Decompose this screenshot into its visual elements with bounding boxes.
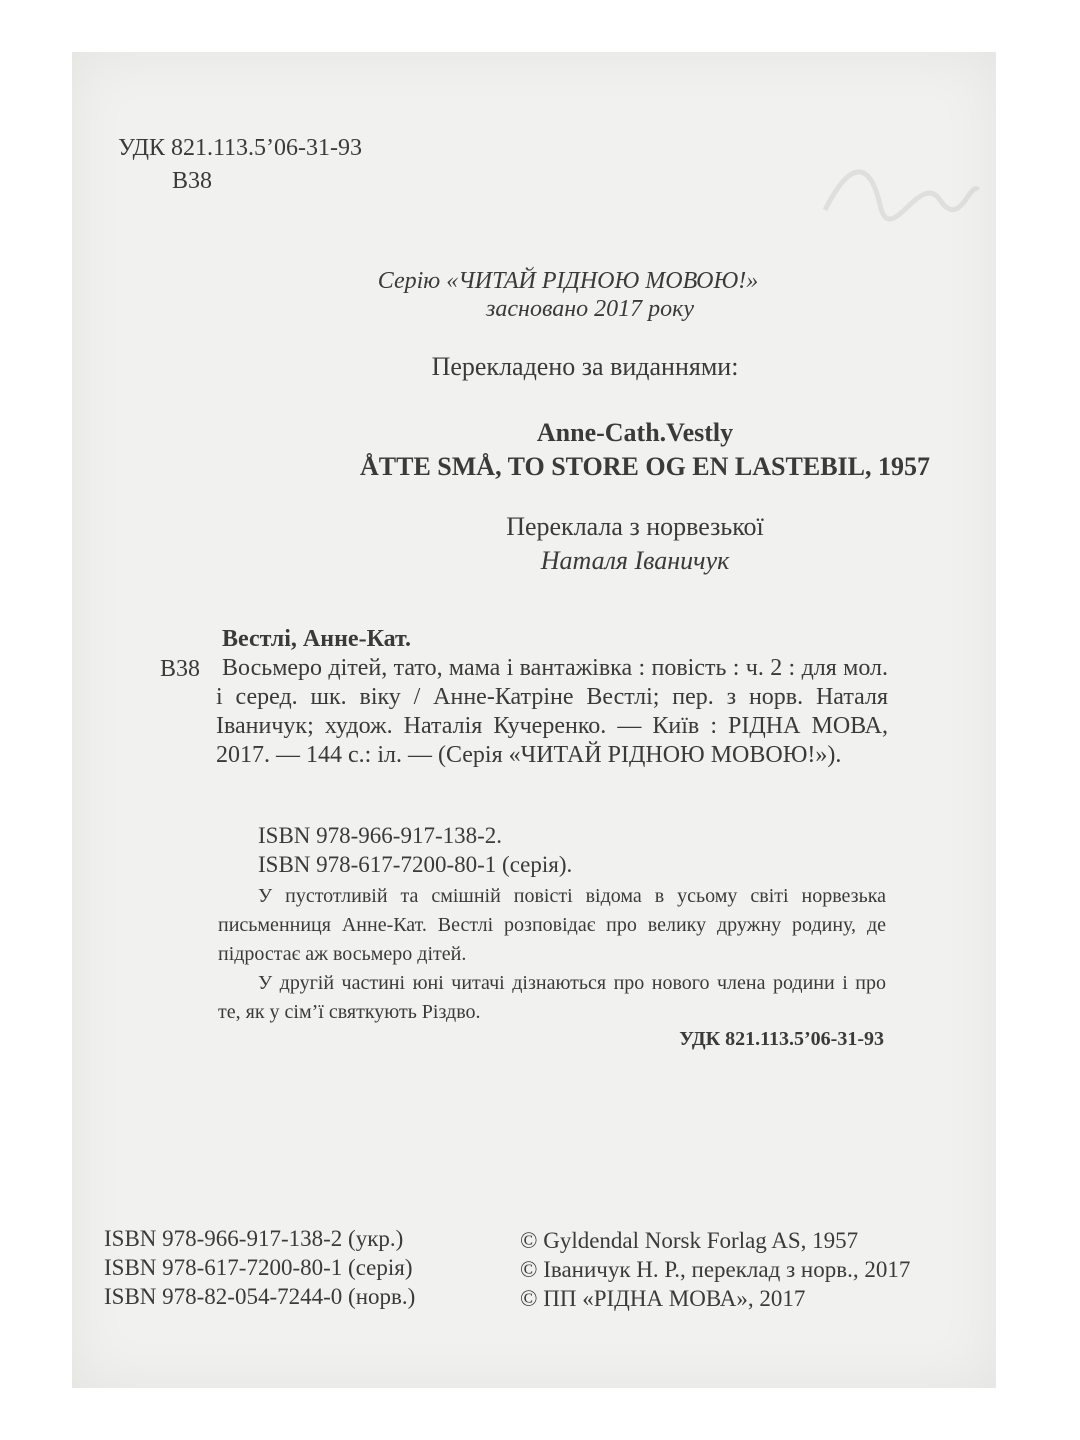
footer-isbn: ISBN 978-966-917-138-2 (укр.) [104, 1226, 404, 1251]
series-name: Серію «ЧИТАЙ РІДНОЮ МОВОЮ!» [377, 268, 759, 294]
footer-copyright-list [520, 1226, 910, 1313]
original-title: ÅTTE SMÅ, TO STORE OG EN LASTEBIL, 1957 [359, 452, 930, 481]
series-founded: засновано 2017 року [486, 296, 694, 322]
translated-from-label: Перекладено за виданнями: [431, 352, 739, 381]
catalog-author-heading: Вестлі, Анне-Кат. [222, 626, 412, 652]
catalog-isbn: ISBN 978-966-917-138-2. [258, 823, 503, 848]
udk-code: УДК 821.113.5’06-31-93 [118, 135, 363, 161]
annotation-paragraph: У пустотливій та смішній повісті відома в усьому світі норвезька письменниця Анне-Кат. Вестлі розповідає про велику дружну родину, де підростає аж восьмеро дітей. [218, 885, 886, 965]
footer-isbn: ISBN 978-82-054-7244-0 (норв.) [104, 1284, 416, 1309]
annotation [218, 882, 886, 1027]
copyright-line: © Gyldendal Norsk Forlag AS, 1957 [520, 1228, 859, 1253]
annotation-paragraph: У другій частині юні читачі дізнаються про нового члена родини і про те, як у сім’ї святкують Різдво. [218, 972, 886, 1023]
copyright-line: © Іваничук Н. Р., переклад з норв., 2017 [520, 1257, 911, 1282]
footer-isbn-list [104, 1224, 415, 1311]
catalog-author-mark: В38 [160, 656, 201, 682]
catalog-isbn-series: ISBN 978-617-7200-80-1 (серія). [258, 852, 573, 877]
catalog-description: Восьмеро дітей, тато, мама і вантажівка : повість : ч. 2 : для мол. і серед. шк. віку / Анне-Катріне Вестлі; пер. з норв. Наталя Іваничук; худож. Наталія Кучеренко. — Київ : РІДНА МОВА, 2017. — 144 с.: іл. — (Серія «ЧИТАЙ РІДНОЮ МОВОЮ!»). [216, 655, 888, 768]
copyright-line: © ПП «РІДНА МОВА», 2017 [520, 1286, 806, 1311]
translator-name: Наталя Іваничук [540, 546, 730, 575]
author-mark: В38 [172, 168, 213, 194]
footer-isbn: ISBN 978-617-7200-80-1 (серія) [104, 1255, 413, 1280]
original-author: Anne-Cath.Vestly [536, 418, 734, 447]
catalog-udk: УДК 821.113.5’06-31-93 [679, 1028, 884, 1050]
translator-label: Переклала з норвезької [506, 512, 764, 541]
show-through-signature [820, 150, 980, 230]
